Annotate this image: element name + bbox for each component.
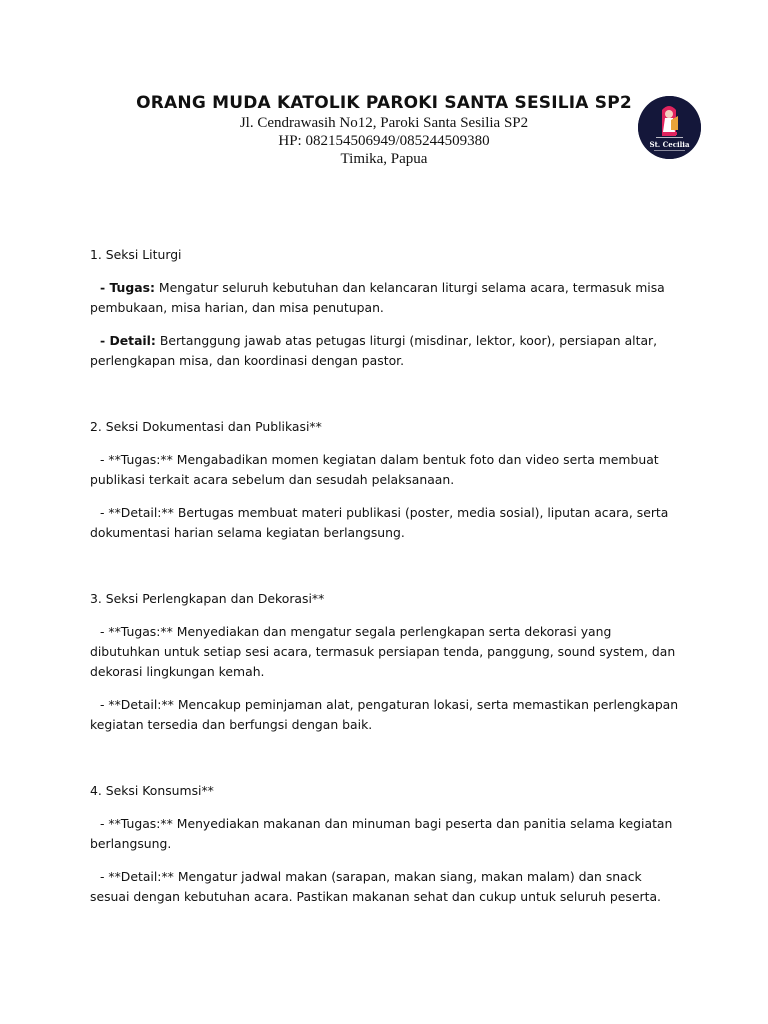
section-title: 3. Seksi Perlengkapan dan Dekorasi** [90,591,325,606]
item-text: Mengatur jadwal makan (sarapan, makan siang, makan malam) dan snack sesuai dengan kebutuhan acara. Pastikan makanan sehat dan cukup untuk seluruh peserta. [90,869,661,904]
section-perlengkapan [90,589,682,735]
item-text: Bertanggung jawab atas petugas liturgi (misdinar, lektor, koor), persiapan altar, perlengkapan misa, dan koordinasi dengan pastor. [90,333,658,368]
st-cecilia-emblem-icon [638,96,701,159]
section-title: 1. Seksi Liturgi [90,247,182,262]
section-item [90,278,682,318]
section-item [90,450,682,490]
document-body [90,245,682,907]
phone-line: HP: 082154506949/085244509380 [278,133,490,149]
item-text: Mengabadikan momen kegiatan dalam bentuk foto dan video serta membuat publikasi terkait acara sebelum dan sesudah pelaksanaan. [90,452,659,487]
item-label: - **Tugas:** [100,816,173,831]
parish-logo [638,96,701,159]
item-text: Mencakup peminjaman alat, pengaturan lokasi, serta memastikan perlengkapan kegiatan tersedia dan berfungsi dengan baik. [90,697,679,732]
section-item [90,622,682,682]
address-line: Jl. Cendrawasih No12, Paroki Santa Sesilia SP2 [239,115,529,131]
item-label: - Tugas: [100,280,155,295]
item-text: Menyediakan makanan dan minuman bagi peserta dan panitia selama kegiatan berlangsung. [90,816,673,851]
section-item [90,331,682,371]
item-text: Bertugas membuat materi publikasi (poster, media sosial), liputan acara, serta dokumentasi harian selama kegiatan berlangsung. [90,505,669,540]
item-label: - **Tugas:** [100,624,173,639]
section-item [90,814,682,854]
item-label: - **Detail:** [100,869,174,884]
logo-label: St. Cecilia [649,140,690,149]
city-line: Timika, Papua [340,151,428,167]
section-konsumsi [90,781,682,907]
section-title: 2. Seksi Dokumentasi dan Publikasi** [90,419,322,434]
organization-name: ORANG MUDA KATOLIK PAROKI SANTA SESILIA SP2 [136,93,632,113]
item-label: - **Tugas:** [100,452,173,467]
section-title: 4. Seksi Konsumsi** [90,783,214,798]
item-label: - **Detail:** [100,697,174,712]
item-text: Menyediakan dan mengatur segala perlengkapan serta dekorasi yang dibutuhkan untuk setiap sesi acara, termasuk persiapan tenda, panggung, sound system, dan dekorasi lingkungan kemah. [90,624,676,679]
section-item [90,695,682,735]
item-label: - **Detail:** [100,505,174,520]
section-liturgi [90,245,682,371]
item-text: Mengatur seluruh kebutuhan dan kelancaran liturgi selama acara, termasuk misa pembukaan, misa harian, dan misa penutupan. [90,280,665,315]
section-dokumentasi [90,417,682,543]
item-label: - Detail: [100,333,156,348]
section-item [90,867,682,907]
section-item [90,503,682,543]
